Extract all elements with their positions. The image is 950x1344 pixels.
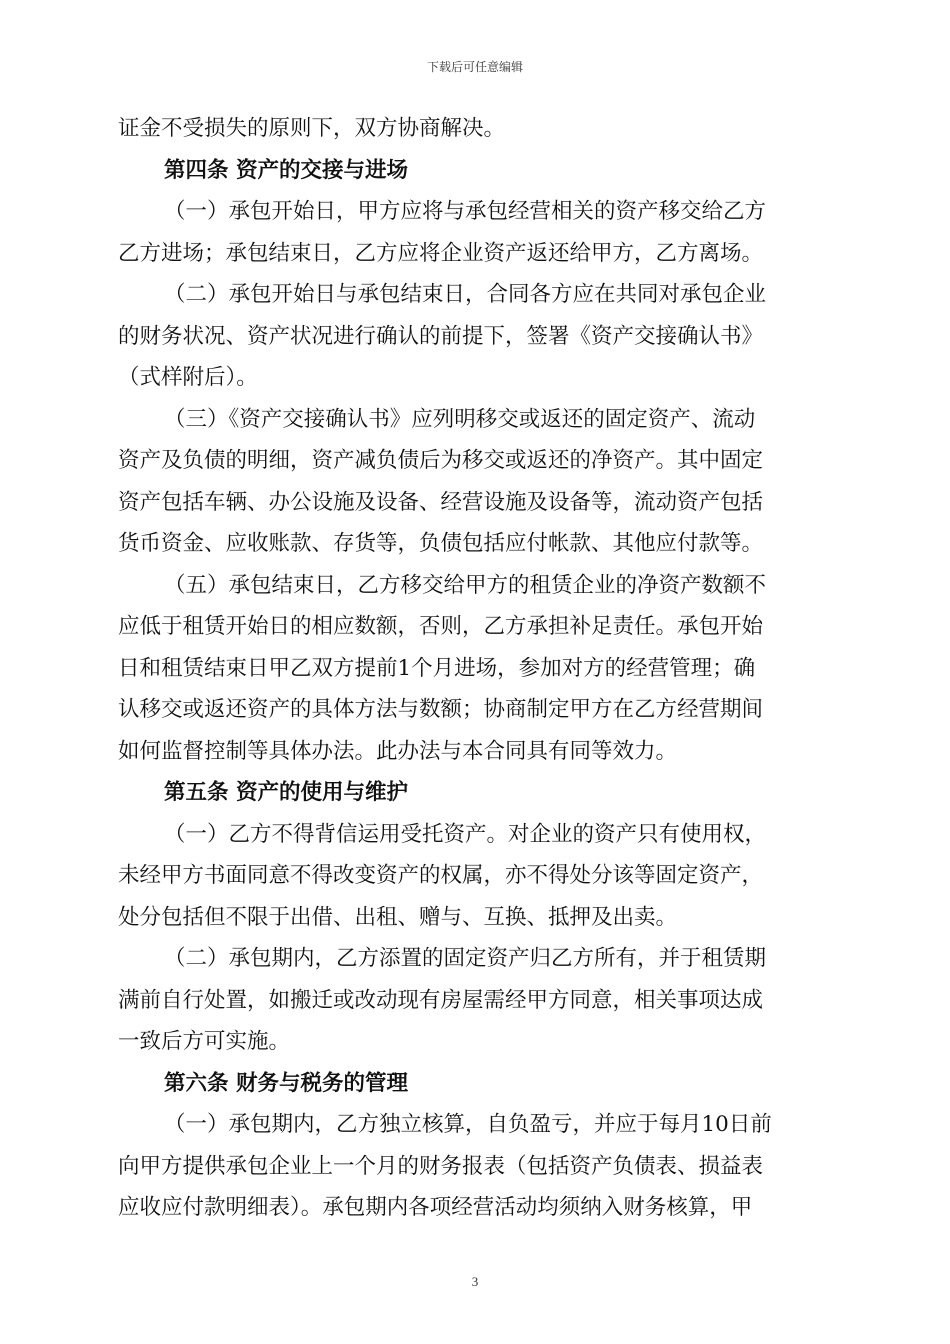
section-heading: 第六条 财务与税务的管理 [164,1070,408,1096]
text-line: 乙方进场；承包结束日，乙方应将企业资产返还给甲方，乙方离场。 [118,240,764,266]
text-line: （二）承包期内，乙方添置的固定资产归乙方所有，并于租赁期 [164,946,767,971]
page-header: 下载后可任意编辑 [426,60,523,74]
text-line: 未经甲方书面同意不得改变资产的权属，亦不得处分该等固定资产， [118,863,764,888]
text-line: （式样附后）。 [118,365,258,390]
text-line: （一）承包开始日，甲方应将与承包经营相关的资产移交给乙方 [164,199,767,224]
section-heading: 第五条 资产的使用与维护 [164,780,408,805]
section-heading: 第四条 资产的交接与进场 [164,157,408,183]
text-line: 一致后方可实施。 [118,1029,291,1054]
page-number: 3 [471,1274,479,1289]
text-line: 的财务状况、资产状况进行确认的前提下，签署《资产交接确认书》 [118,323,764,349]
text-line: 认移交或返还资产的具体方法与数额；协商制定甲方在乙方经营期间 [118,697,764,722]
text-line: 日和租赁结束日甲乙双方提前1个月进场，参加对方的经营管理；确 [118,655,756,681]
text-line: 应收应付款明细表）。承包期内各项经营活动均须纳入财务核算，甲 [118,1195,753,1220]
text-line: 资产及负债的明细，资产减负债后为移交或返还的净资产。其中固定 [118,448,764,473]
text-line: （一）承包期内，乙方独立核算，自负盈亏，并应于每月10日前 [164,1112,772,1137]
text-line: （一）乙方不得背信运用受托资产。对企业的资产只有使用权， [164,821,767,847]
text-line: 证金不受损失的原则下，双方协商解决。 [118,116,506,141]
text-line: 向甲方提供承包企业上一个月的财务报表（包括资产负债表、损益表 [118,1153,764,1179]
document-body [118,108,838,1229]
text-line: （二）承包开始日与承包结束日，合同各方应在共同对承包企业 [164,282,767,307]
text-line: （五）承包结束日，乙方移交给甲方的租赁企业的净资产数额不 [164,572,767,598]
text-line: 应低于租赁开始日的相应数额，否则，乙方承担补足责任。承包开始 [118,614,764,639]
text-line: （三）《资产交接确认书》应列明移交或返还的固定资产、流动 [164,406,756,432]
text-line: 如何监督控制等具体办法。此办法与本合同具有同等效力。 [118,738,678,764]
text-line: 资产包括车辆、办公设施及设备、经营设施及设备等，流动资产包括 [118,489,764,515]
text-line: 货币资金、应收账款、存货等，负债包括应付帐款、其他应付款等。 [118,531,764,556]
text-line: 满前自行处置，如搬迁或改动现有房屋需经甲方同意，相关事项达成 [118,987,764,1013]
text-line: 处分包括但不限于出借、出租、赠与、互换、抵押及出卖。 [118,904,678,930]
